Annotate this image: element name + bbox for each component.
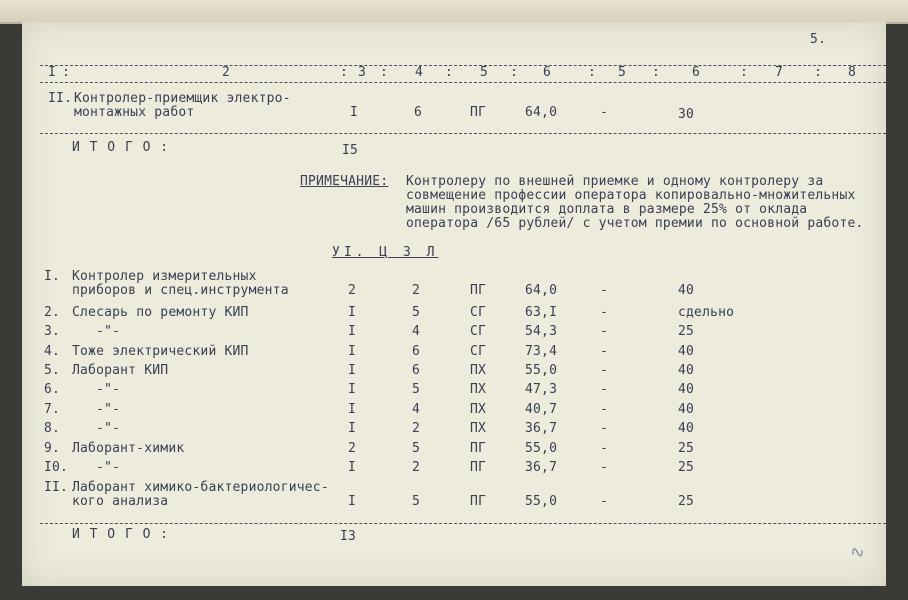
previous-page-edge xyxy=(0,0,908,24)
cell-c6: 63,I xyxy=(525,305,558,320)
row-name: Лаборант-химик xyxy=(72,441,185,456)
cell-c5: СГ xyxy=(470,344,487,359)
header-col-10: 8 xyxy=(848,65,857,80)
cell-c8: 40 xyxy=(678,382,695,397)
cell-c6: 47,3 xyxy=(525,382,558,397)
cell-c8: 40 xyxy=(678,402,695,417)
cell-col3: I xyxy=(350,105,359,120)
cell-c3: I xyxy=(348,402,357,417)
cell-c7: - xyxy=(600,305,609,320)
cell-c8: 25 xyxy=(678,324,695,339)
cell-c4: 5 xyxy=(412,305,421,320)
cell-c4: 2 xyxy=(412,421,421,436)
cell-c4: 6 xyxy=(412,344,421,359)
row-name: -"- xyxy=(96,324,121,339)
cell-c4: 6 xyxy=(412,363,421,378)
total-value: I5 xyxy=(342,143,359,158)
cell-c6: 55,0 xyxy=(525,363,558,378)
header-bottom-rule xyxy=(40,82,886,83)
row-name: Контролер измерительных xyxy=(72,269,257,284)
section-rule-bottom xyxy=(40,523,886,524)
row-name: Слесарь по ремонту КИП xyxy=(72,305,249,320)
row-number: 6. xyxy=(44,382,61,397)
cell-col6: 64,0 xyxy=(525,105,558,120)
header-col-9: 7 xyxy=(775,65,784,80)
row-name-cont: кого анализа xyxy=(72,494,169,509)
row-name: Контролер-приемщик электро- xyxy=(74,91,291,106)
header-sep: : xyxy=(340,65,349,80)
cell-c7: - xyxy=(600,421,609,436)
cell-c3: I xyxy=(348,363,357,378)
cell-c4: 5 xyxy=(412,494,421,509)
cell-c4: 4 xyxy=(412,402,421,417)
total-value: I3 xyxy=(340,529,357,544)
header-sep: : xyxy=(510,65,519,80)
cell-c7: - xyxy=(600,344,609,359)
row-name: Лаборант химико-бактериологичес- xyxy=(72,480,329,495)
header-sep: : xyxy=(62,65,71,80)
row-name: Тоже электрический КИП xyxy=(72,344,249,359)
cell-c3: 2 xyxy=(348,283,357,298)
cell-c7: - xyxy=(600,324,609,339)
row-name: -"- xyxy=(96,421,121,436)
row-number: 3. xyxy=(44,324,61,339)
header-top-rule xyxy=(40,65,886,66)
cell-c6: 36,7 xyxy=(525,421,558,436)
header-sep: : xyxy=(740,65,749,80)
cell-c5: СГ xyxy=(470,324,487,339)
header-col-3: 3 xyxy=(358,65,367,80)
cell-c5: ПГ xyxy=(470,283,487,298)
cell-c5: СГ xyxy=(470,305,487,320)
cell-c3: I xyxy=(348,382,357,397)
cell-c7: - xyxy=(600,363,609,378)
row-number: II. xyxy=(44,480,69,495)
cell-c3: I xyxy=(348,421,357,436)
cell-c5: ПГ xyxy=(470,441,487,456)
row-number: 9. xyxy=(44,441,61,456)
cell-c7: - xyxy=(600,494,609,509)
cell-c8: 25 xyxy=(678,460,695,475)
cell-c5: ПГ xyxy=(470,494,487,509)
cell-c8: 25 xyxy=(678,494,695,509)
cell-c4: 4 xyxy=(412,324,421,339)
cell-c3: I xyxy=(348,305,357,320)
note-line: оператора /65 рублей/ с учетом премии по основной работе. xyxy=(406,216,864,231)
cell-c4: 2 xyxy=(412,283,421,298)
cell-c4: 2 xyxy=(412,460,421,475)
cell-c3: I xyxy=(348,460,357,475)
row-name-cont: монтажных работ xyxy=(74,105,195,120)
handwritten-mark: ∿ xyxy=(847,540,868,565)
cell-col4: 6 xyxy=(414,105,423,120)
row-number: II. xyxy=(48,91,73,106)
cell-c3: 2 xyxy=(348,441,357,456)
header-col-2: 2 xyxy=(222,65,231,80)
total-label: И Т О Г О : xyxy=(72,527,170,542)
row-number: I0. xyxy=(44,460,69,475)
header-col-8: 6 xyxy=(692,65,701,80)
cell-col7: - xyxy=(600,105,609,120)
page-number: 5. xyxy=(810,32,827,47)
cell-c8: 40 xyxy=(678,363,695,378)
cell-c5: ПХ xyxy=(470,363,487,378)
header-col-1: I xyxy=(48,65,57,80)
cell-c6: 55,0 xyxy=(525,441,558,456)
cell-c6: 54,3 xyxy=(525,324,558,339)
cell-c4: 5 xyxy=(412,441,421,456)
cell-c7: - xyxy=(600,283,609,298)
header-sep: : xyxy=(445,65,454,80)
note-label: ПРИМЕЧАНИЕ: xyxy=(300,174,389,189)
header-col-7: 5 xyxy=(618,65,627,80)
cell-c8: 25 xyxy=(678,441,695,456)
row-number: 2. xyxy=(44,305,61,320)
row-number: 8. xyxy=(44,421,61,436)
cell-c8: 40 xyxy=(678,283,695,298)
note-line: совмещение профессии оператора копировально-множительных xyxy=(406,188,856,203)
document-page xyxy=(22,22,886,586)
row-name-cont: приборов и спец.инструмента xyxy=(72,283,289,298)
cell-c7: - xyxy=(600,460,609,475)
row-name: -"- xyxy=(96,402,121,417)
cell-c5: ПХ xyxy=(470,402,487,417)
cell-c7: - xyxy=(600,441,609,456)
header-sep: : xyxy=(652,65,661,80)
header-sep: : xyxy=(814,65,823,80)
row-number: 7. xyxy=(44,402,61,417)
cell-c5: ПГ xyxy=(470,460,487,475)
note-line: Контролеру по внешней приемке и одному контролеру за xyxy=(406,174,824,189)
section-rule xyxy=(40,133,886,134)
cell-c5: ПХ xyxy=(470,421,487,436)
header-sep: : xyxy=(588,65,597,80)
cell-c8: сдельно xyxy=(678,305,735,320)
row-number: 4. xyxy=(44,344,61,359)
cell-col5: ПГ xyxy=(470,105,487,120)
cell-c8: 40 xyxy=(678,344,695,359)
cell-c7: - xyxy=(600,402,609,417)
header-col-6: 6 xyxy=(543,65,552,80)
cell-c6: 64,0 xyxy=(525,283,558,298)
row-name: -"- xyxy=(96,460,121,475)
total-label: И Т О Г О : xyxy=(72,140,170,155)
cell-c6: 55,0 xyxy=(525,494,558,509)
cell-c3: I xyxy=(348,494,357,509)
cell-c6: 73,4 xyxy=(525,344,558,359)
row-name: -"- xyxy=(96,382,121,397)
cell-c7: - xyxy=(600,382,609,397)
cell-c6: 36,7 xyxy=(525,460,558,475)
cell-c4: 5 xyxy=(412,382,421,397)
cell-c5: ПХ xyxy=(470,382,487,397)
row-name: Лаборант КИП xyxy=(72,363,169,378)
header-col-5: 5 xyxy=(480,65,489,80)
cell-c6: 40,7 xyxy=(525,402,558,417)
row-number: I. xyxy=(44,269,61,284)
cell-c8: 40 xyxy=(678,421,695,436)
note-line: машин производится доплата в размере 25% от оклада xyxy=(406,202,808,217)
header-sep: : xyxy=(380,65,389,80)
section-title: УI. Ц З Л xyxy=(332,245,439,260)
cell-c3: I xyxy=(348,324,357,339)
cell-col8: 30 xyxy=(678,107,695,122)
header-col-4: 4 xyxy=(415,65,424,80)
row-number: 5. xyxy=(44,363,61,378)
cell-c3: I xyxy=(348,344,357,359)
